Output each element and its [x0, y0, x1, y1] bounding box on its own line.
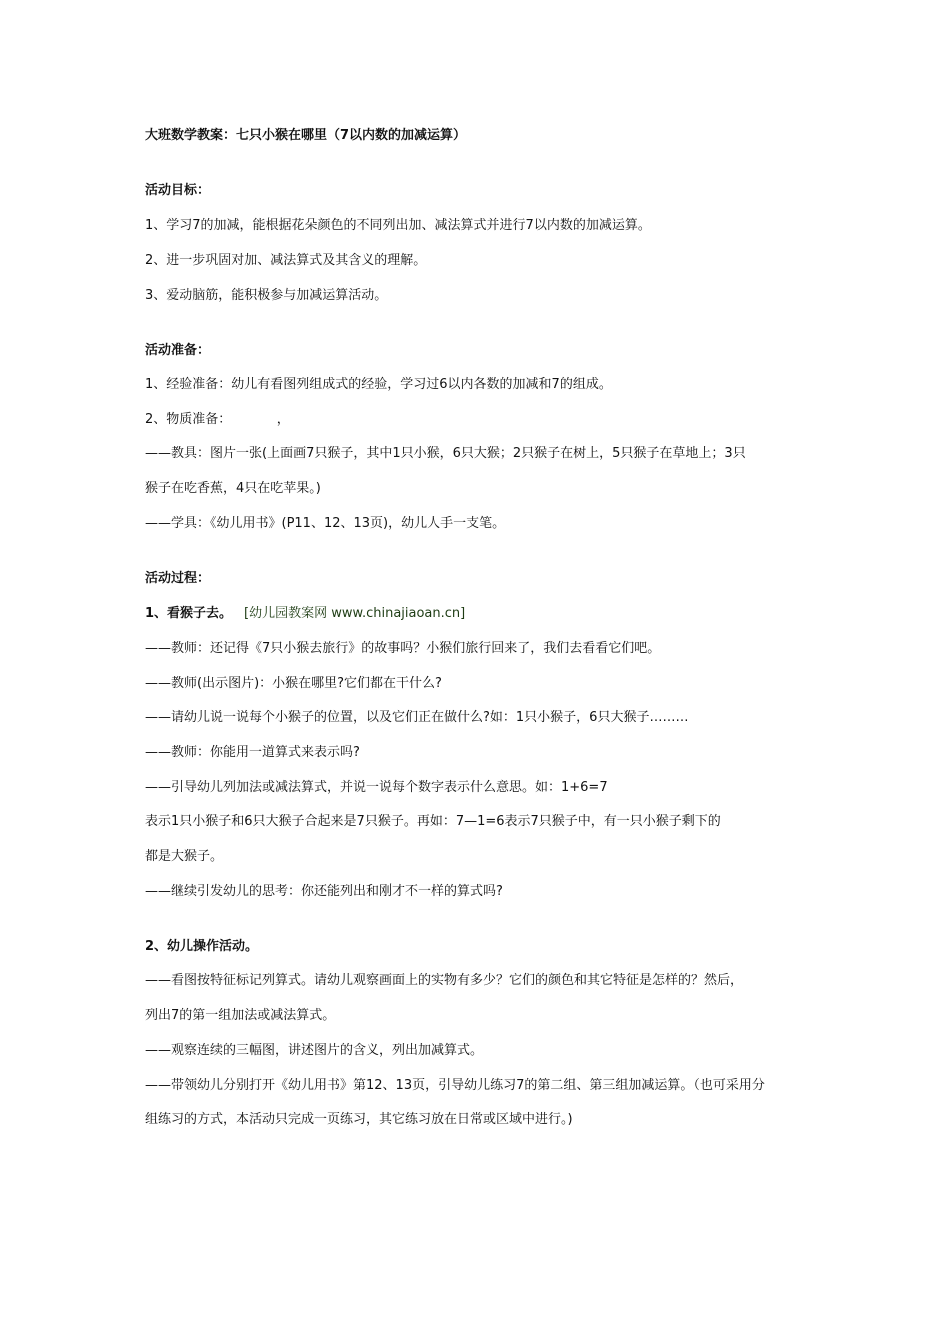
prep-item: 2、物质准备： ，	[145, 412, 290, 427]
step2-line: ——看图按特征标记列算式。请幼儿观察画面上的实物有多少？它们的颜色和其它特征是怎样的？然后，	[145, 973, 744, 988]
step1-title-row	[145, 605, 465, 623]
step1-line: 表示1只小猴子和6只大猴子合起来是7只猴子。再如：7—1=6表示7只猴子中，有一只小猴子剩下的	[145, 814, 721, 829]
step1-line: ——引导幼儿列加法或减法算式，并说一说每个数字表示什么意思。如：1+6=7	[145, 780, 608, 795]
step2-line: ——带领幼儿分别打开《幼儿用书》第12、13页，引导幼儿练习7的第二组、第三组加减运算。（也可采用分	[145, 1078, 765, 1093]
prep-item: ——教具：图片一张(上面画7只猴子，其中1只小猴，6只大猴；2只猴子在树上，5只猴子在草地上；3只	[145, 446, 746, 461]
step1-line: 都是大猴子。	[145, 849, 224, 864]
process-heading: 活动过程：	[145, 571, 211, 586]
step2-title: 2、幼儿操作活动。	[145, 939, 259, 954]
step2-line: ——观察连续的三幅图，讲述图片的含义，列出加减算式。	[145, 1043, 484, 1058]
goal-item: 2、进一步巩固对加、减法算式及其含义的理解。	[145, 253, 427, 268]
step2-line: 组练习的方式，本活动只完成一页练习，其它练习放在日常或区域中进行。)	[145, 1112, 573, 1127]
step1-line: ——教师：你能用一道算式来表示吗?	[145, 745, 360, 760]
prep-heading: 活动准备：	[145, 343, 211, 358]
step2-line: 列出7的第一组加法或减法算式。	[145, 1008, 336, 1023]
step1-line: ——教师：还记得《7只小猴去旅行》的故事吗？小猴们旅行回来了，我们去看看它们吧。	[145, 641, 661, 656]
step1-title: 1、看猴子去。	[145, 606, 233, 621]
goals-heading: 活动目标：	[145, 183, 211, 198]
goal-item: 1、学习7的加减，能根据花朵颜色的不同列出加、减法算式并进行7以内数的加减运算。	[145, 218, 651, 233]
step1-line: ——请幼儿说一说每个小猴子的位置，以及它们正在做什么?如：1只小猴子，6只大猴子………	[145, 710, 689, 725]
source-link[interactable]: [幼儿园教案网 www.chinajiaoan.cn]	[244, 606, 466, 621]
goal-item: 3、爱动脑筋，能积极参与加减运算活动。	[145, 288, 388, 303]
prep-item: 猴子在吃香蕉，4只在吃苹果。)	[145, 481, 321, 496]
step1-line: ——教师(出示图片)：小猴在哪里?它们都在干什么?	[145, 676, 442, 691]
prep-item: ——学具：《幼儿用书》(P11、12、13页)，幼儿人手一支笔。	[145, 516, 506, 531]
prep-item: 1、经验准备：幼儿有看图列组成式的经验，学习过6以内各数的加减和7的组成。	[145, 377, 612, 392]
step1-line: ——继续引发幼儿的思考：你还能列出和刚才不一样的算式吗?	[145, 884, 503, 899]
document-title: 大班数学教案：七只小猴在哪里（7以内数的加减运算）	[145, 128, 467, 143]
